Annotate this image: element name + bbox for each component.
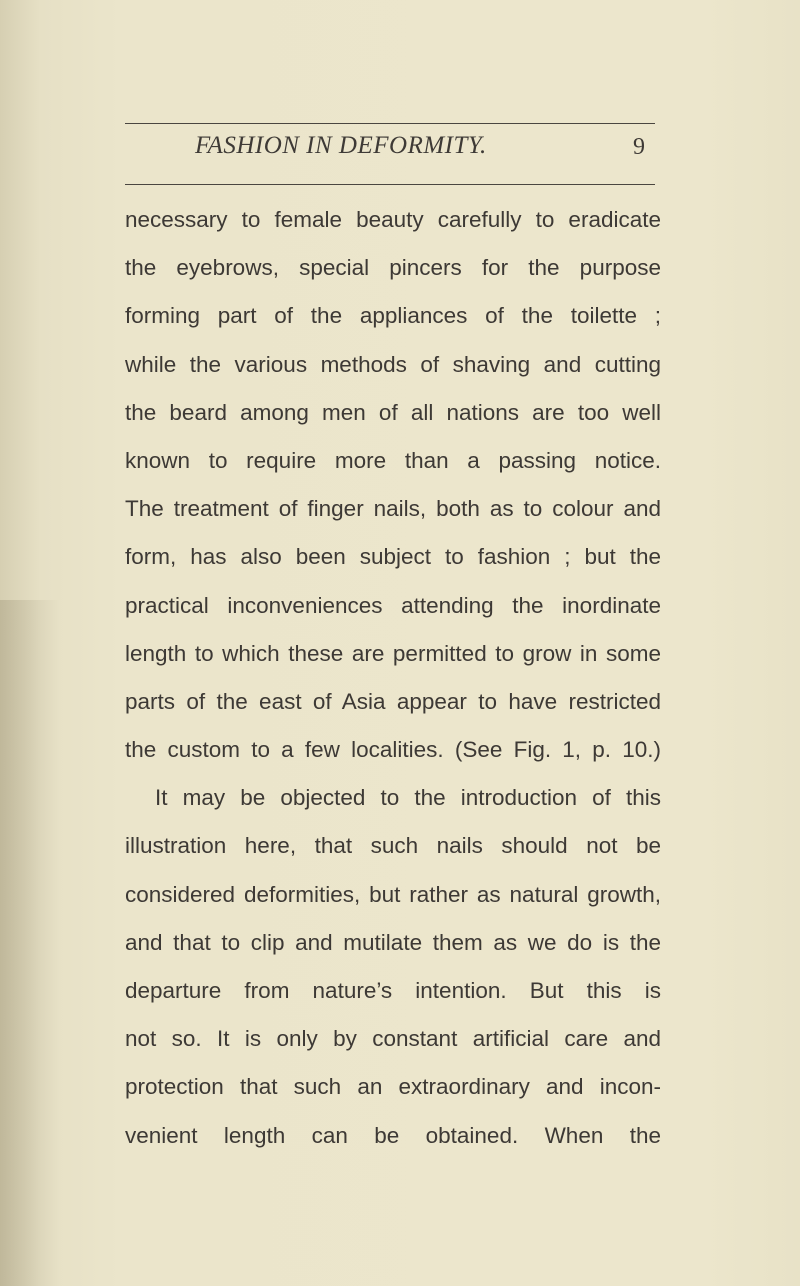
text-line: protection that such an extraordinary and incon- — [125, 1074, 661, 1100]
text-line: length to which these are permitted to grow in some — [125, 640, 661, 666]
text-line: practical inconveniences attending the inordinate — [125, 592, 661, 618]
text-line: and that to clip and mutilate them as we do is the — [125, 929, 661, 955]
text-line: venient length can be obtained. When the — [125, 1122, 661, 1148]
text-line: the eyebrows, special pincers for the purpose — [125, 255, 661, 281]
text-line: parts of the east of Asia appear to have restricted — [125, 688, 661, 714]
body-text — [125, 196, 661, 1160]
page-shadow — [0, 600, 60, 1286]
running-title: FASHION IN DEFORMITY. — [195, 132, 487, 159]
text-line: departure from nature’s intention. But this is — [125, 978, 661, 1003]
page-number: 9 — [633, 134, 645, 160]
text-line: considered deformities, but rather as natural growth, — [125, 881, 661, 907]
text-line: the beard among men of all nations are too well — [125, 399, 661, 425]
text-line: necessary to female beauty carefully to eradicate — [125, 207, 661, 232]
text-line: form, has also been subject to fashion ; but the — [125, 544, 661, 570]
header-rule-bottom — [125, 184, 655, 185]
text-line: the custom to a few localities. (See Fig. 1, p. 10.) — [125, 737, 661, 763]
text-line: The treatment of finger nails, both as to colour and — [125, 496, 661, 522]
text-line: illustration here, that such nails should not be — [125, 833, 661, 859]
text-line: forming part of the appliances of the toilette ; — [125, 303, 661, 329]
header-rule-top — [125, 123, 655, 124]
text-line: not so. It is only by constant artificial care and — [125, 1026, 661, 1052]
text-line: known to require more than a passing notice. — [125, 447, 661, 473]
running-header — [125, 132, 655, 172]
text-line: It may be objected to the introduction of this — [155, 785, 661, 811]
text-line: while the various methods of shaving and cutting — [125, 351, 661, 377]
